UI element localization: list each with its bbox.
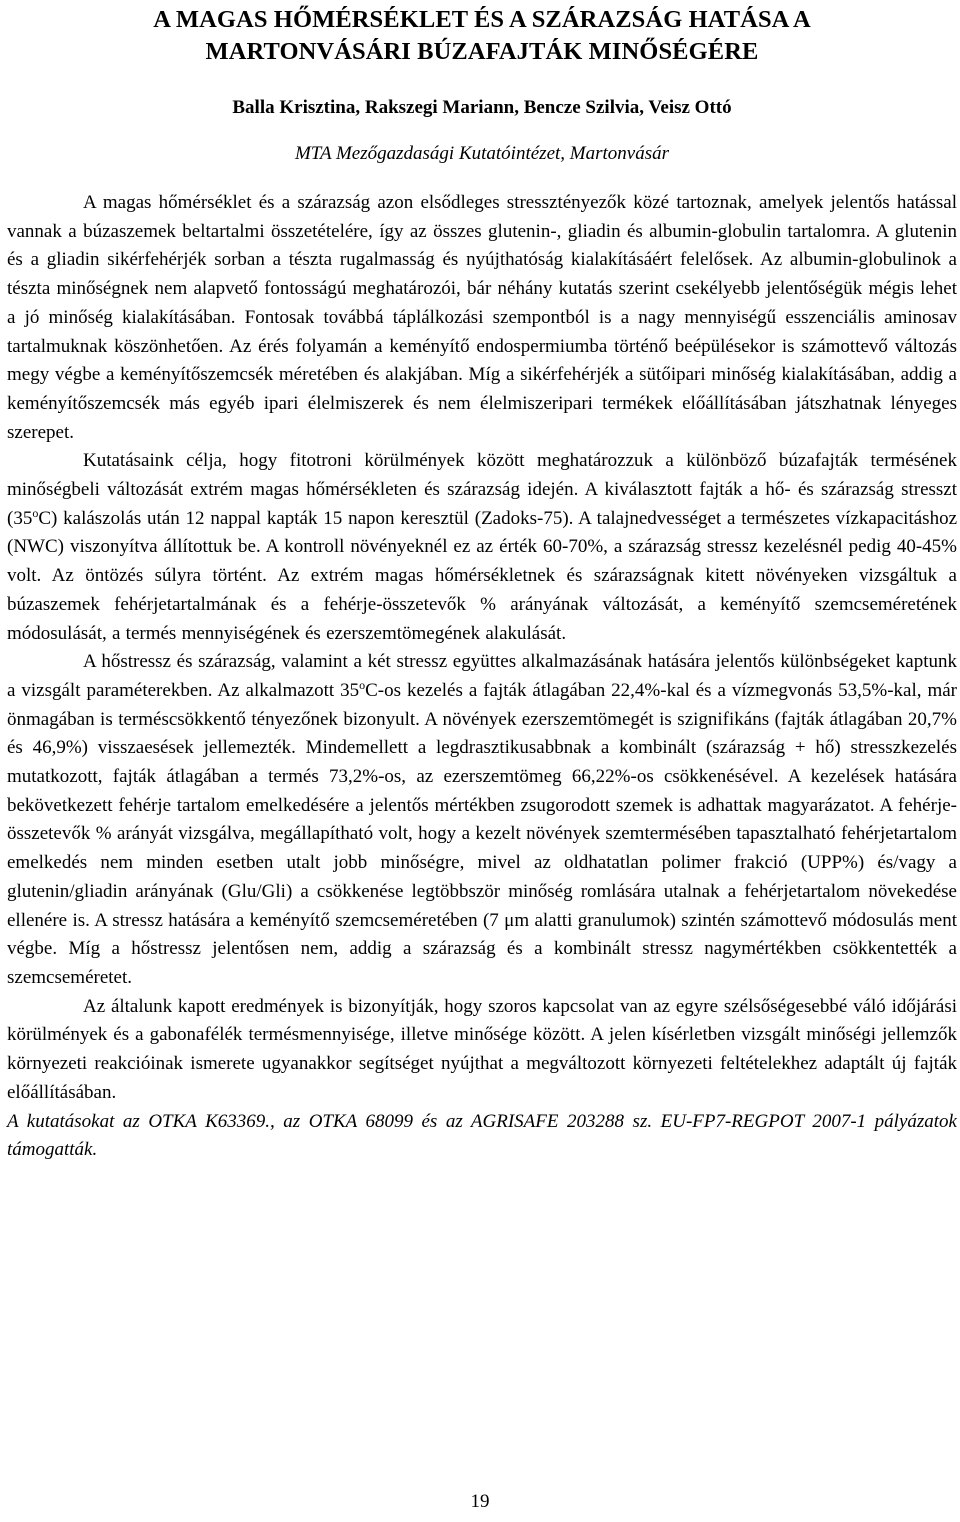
paragraph-1: A magas hőmérséklet és a szárazság azon elsődleges stressztényezők közé tartoznak, amelyek jelentős hatással vannak a búzaszemek beltartalmi összetételére, így az összes glutenin-, gliadin és albumin-globulin tartalomra. A glutenin és a gliadin sikérfehérjék sorban a tészta rugalmasság és nyújthatóság kialakításáért felelősek. Az albumin-globulinok a tészta minőségnek nem alapvető fontosságú meghatározói, bár néhány kutatás szerint csekélyebb jelentőségük mégis lehet a jó minőség kialakításában. Fontosak továbbá táplálkozási szempontból is a nagy mennyiségű esszenciális aminosav tartalmuknak köszönhetően. Az érés folyamán a keményítő endospermiumba történő beépülésekor is számottevő változás megy végbe a keményítőszemcsék méretében és alakjában. Míg a sikérfehérjék a sütőipari minőség kialakításában, addig a keményítőszemcsék más egyéb ipari élelmiszerek és nem élelmiszeripari termékek előállításában játszhatnak lényeges szerepet.: [7, 192, 957, 443]
affiliation: MTA Mezőgazdasági Kutatóintézet, Martonvásár: [294, 143, 670, 164]
paragraph-3-part-b: C-os kezelés a fajták átlagában 22,4%-kal és a vízmegvonás 53,5%-kal, már önmagában is terméscsökkentő tényezőnek bizonyult. A növények ezerszemtömegét is szignifikáns (fajták átlagában 20,7% és 46,9%) visszaesések jellemezték. Mindemellett a legdrasztikusabbnak a kombinált (szárazság + hő) stresszkezelés mutatkozott, fajták átlagában a termés 73,2%-os, az ezerszemtömeg 66,22%-os csökkenésével. A kezelések hatására bekövetkezett fehérje tartalom emelkedésére a jelentős mértékben zsugorodott szemek is adhattak magyarázatot. A fehérje-összetevők % arányát vizsgálva, megállapítható volt, hogy a kezelt növények szemtermésében tapasztalható fehérjetartalom emelkedés nem minden esetben utalt jobb minőségre, mivel az oldhatatlan polimer frakció (UPP%) és/vagy a glutenin/gliadin arányának (Glu/Gli) a csökkenése legtöbbször minőség romlására utalnak a fehérjetartalom növekedése ellenére is. A stressz hatására a keményítő szemcseméretében (7 μm alatti granulumok) szintén számottevő módosulás ment végbe. Míg a hőstressz jelentősen nem, addig a szárazság és a kombinált stressz nagymértékben csökkentették a szemcseméretet.: [7, 679, 957, 988]
paragraph-2-part-b: C) kalászolás után 12 nappal kapták 15 napon keresztül (Zadoks-75). A talajnedvességet a természetes vízkapacitáshoz (NWC) viszonyítva állítottuk be. A kontroll növényeknél ez az érték 60-70%, a szárazság stressz kezelésnél pedig 40-45% volt. Az öntözés súlyra történt. Az extrém magas hőmérsékletnek és szárazságnak kitett növényeken vizsgáltuk a búzaszemek fehérjetartalmának és a fehérje-összetevők % arányának változását, a keményítő szemcseméretének módosulását, a termés mennyiségének és ezerszemtömegének alakulását.: [7, 507, 957, 644]
acknowledgement: A kutatásokat az OTKA K63369., az OTKA 68099 és az AGRISAFE 203288 sz. EU-FP7-REGPOT 2007-1 pályázatok támogatták.: [7, 1110, 957, 1161]
degree-superscript: o: [32, 505, 39, 520]
paper-title: [7, 0, 957, 68]
paragraph-2: [7, 447, 957, 648]
title-line-2: MARTONVÁSÁRI BÚZAFAJTÁK MINŐSÉGÉRE: [205, 38, 759, 65]
paragraph-3-part-a: A hőstressz és szárazság, valamint a két stressz együttes alkalmazásának hatására jelentős különbségeket kaptunk a vizsgált paraméterekben. Az alkalmazott 35: [7, 651, 957, 701]
paragraph-4: Az általunk kapott eredmények is bizonyítják, hogy szoros kapcsolat van az egyre szélsőségesebbé váló időjárási körülmények és a gabonafélék termésmennyisége, illetve minősége között. A jelen kísérletben vizsgált minőségi jellemzők környezeti reakcióinak ismerete ugyanakkor segítséget nyújthat a megváltozott környezeti feltételekhez adaptált új fajták előállításában.: [7, 995, 957, 1103]
title-line-1: A MAGAS HŐMÉRSÉKLET ÉS A SZÁRAZSÁG HATÁSA A: [153, 6, 811, 33]
paper-page: [7, 0, 957, 1165]
paragraph-2-part-a: Kutatásaink célja, hogy fitotroni körülmények között meghatározzuk a különböző búzafajták termésének minőségbeli változását extrém magas hőmérsékleten és szárazság idején. A kiválasztott fajták a hő- és szárazság stresszt (35: [7, 450, 957, 529]
page-number: 19: [470, 1491, 490, 1512]
abstract-body: [7, 189, 957, 1165]
paragraph-3: [7, 648, 957, 992]
degree-superscript: o: [359, 677, 366, 692]
author-list: Balla Krisztina, Rakszegi Mariann, Bencze Szilvia, Veisz Ottó: [232, 97, 732, 118]
